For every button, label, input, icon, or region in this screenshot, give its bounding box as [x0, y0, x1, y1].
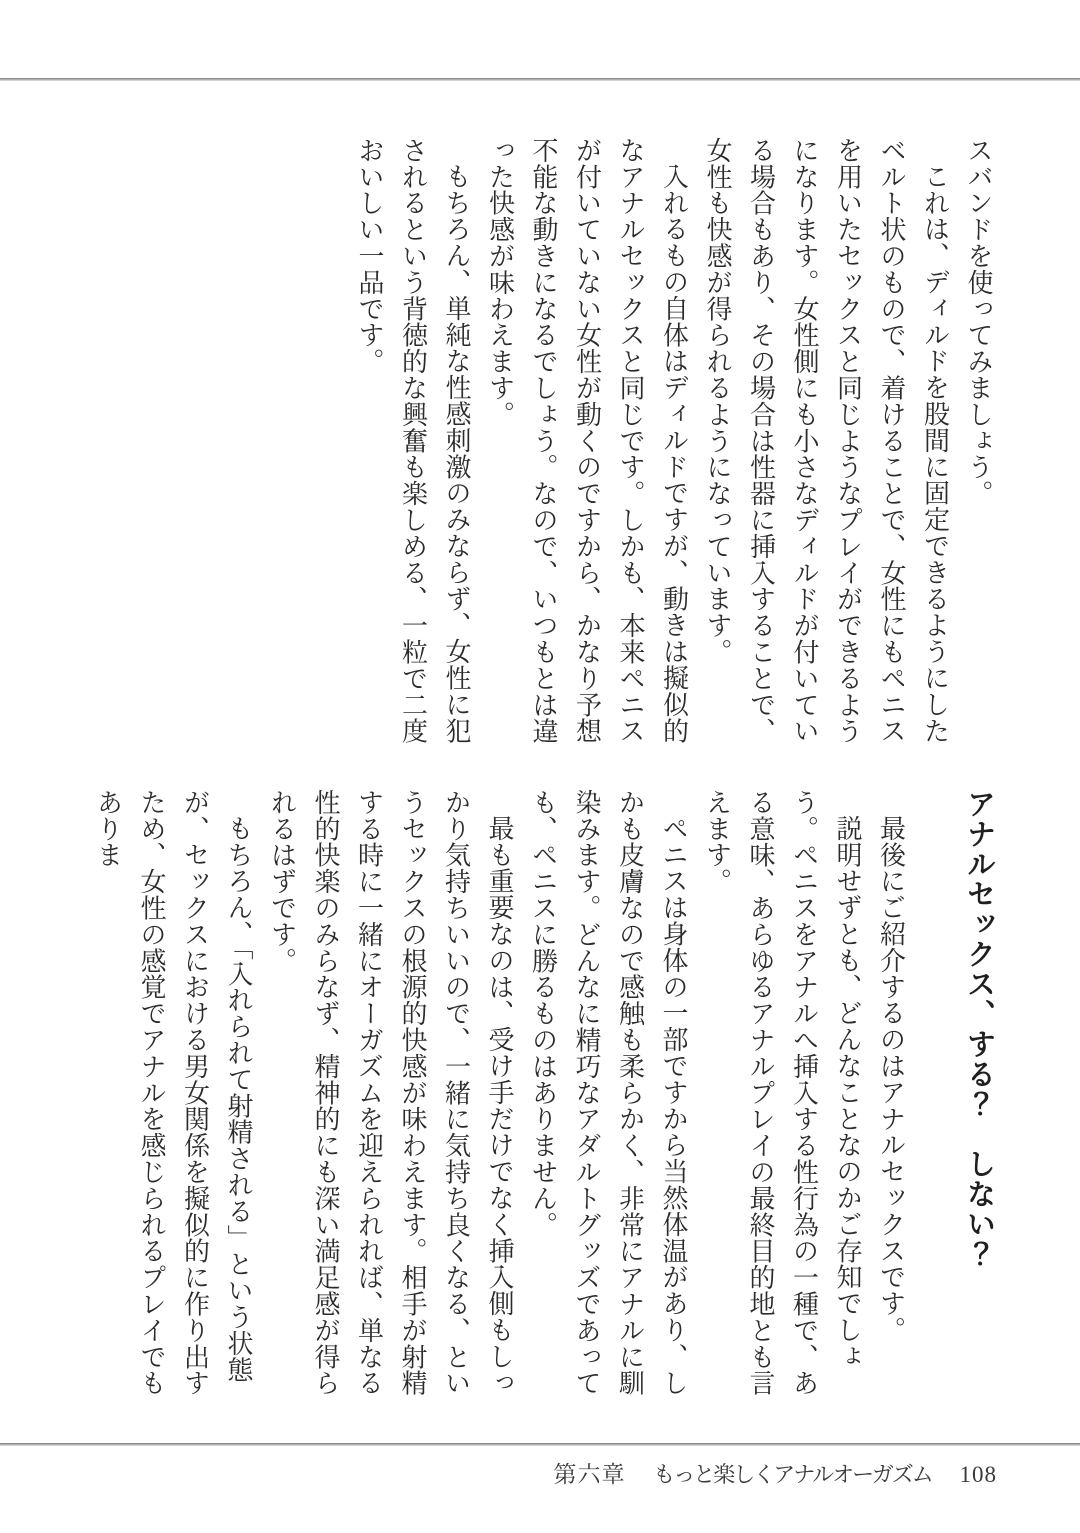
footer-page-number: 108 — [959, 1462, 997, 1487]
footer-chapter: 第六章 — [553, 1462, 626, 1487]
body-paragraph: もちろん、単純な性感刺激のみならず、女性に犯されるという背徳的な興奮も楽しめる、一粒で二度おいしい一品です。 — [355, 137, 471, 745]
body-paragraph: スバンドを使ってみましょう。 — [964, 137, 993, 507]
top-text-block — [348, 137, 1001, 749]
body-paragraph: 最も重要なのは、受け手だけでなく挿入側もしっかり気持ちいいので、一緒に気持ち良くなる、というセックスの根源的快感が味わえます。相手が射精する時に一緒にオーガズムを迎えられれば、単なる性的快楽のみらなず、精神的にも深い満足感が得られるはずです。 — [267, 789, 514, 1397]
header-rule — [0, 78, 1080, 81]
body-paragraph: 最後にご紹介するのはアナルセックスです。 — [876, 815, 906, 1343]
body-paragraph: 説明せずとも、どんなことなのかご存知でしょう。ペニスをアナルへ挿入する性行為の一種で、ある意味、あらゆるアナルプレイの最終目的地とも言えます。 — [702, 789, 862, 1397]
body-paragraph: もちろん、「入れられて射精される」という状態が、セックスにおける男女関係を擬似的に作り出すため、女性の感覚でアナルを感じられるプレイでもありま — [93, 789, 253, 1397]
section-heading: アナルセックス、する？ しない？ — [963, 789, 995, 1269]
body-paragraph: ペニスは身体の一部ですから当然体温があり、しかも皮膚なので感触も柔らかく、非常にアナルに馴染みます。どんなに精巧なアダルトグッズであっても、ペニスに勝るものはありません。 — [528, 789, 688, 1397]
body-paragraph: これは、ディルドを股間に固定できるようにしたベルト状のもので、着けることで、女性にもペニスを用いたセックスと同じようなプレイができるようになります。女性側にも小さなディルドが付いている場合もあり、その場合は性器に挿入することで、女性も快感が得られるようになっています。 — [703, 137, 950, 745]
page-footer — [554, 1456, 997, 1489]
footer-book-title: もっと楽しくアナルオーガズム — [653, 1462, 932, 1487]
footer-rule — [0, 1443, 1080, 1446]
bottom-text-block — [86, 789, 1000, 1403]
body-paragraph: 入れるもの自体はディルドですが、動きは擬似的なアナルセックスと同じです。しかも、本来ペニスが付いていない女性が動くのですから、かなり予想不能な動きになるでしょう。なので、いつもとは違った快感が味わえます。 — [485, 137, 689, 745]
